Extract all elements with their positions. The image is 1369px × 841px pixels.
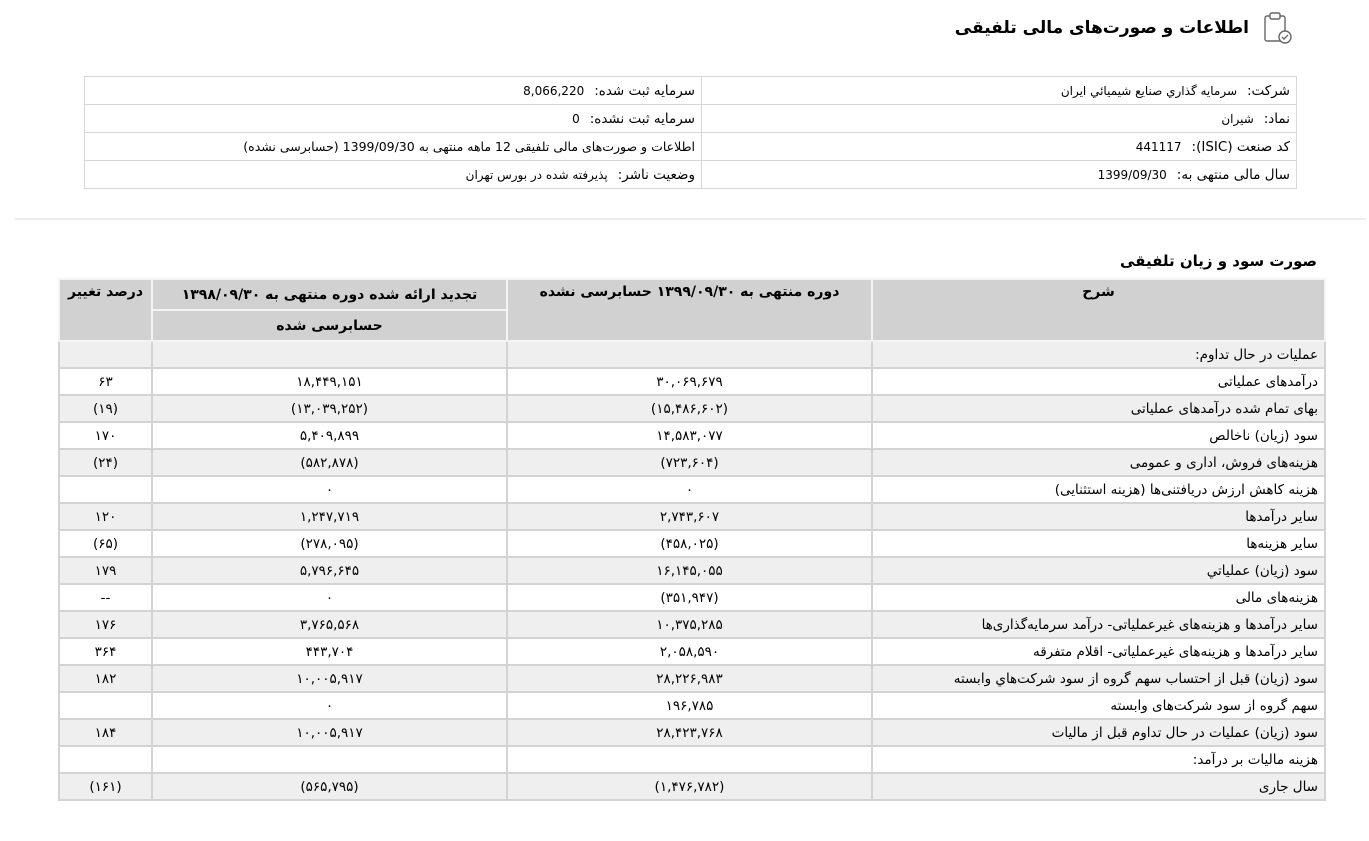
row-description: هزینه‌های مالی <box>872 584 1325 611</box>
row-description: سال جاری <box>872 773 1325 800</box>
row-description: سود (زیان) عملیات در حال تداوم قبل از مالیات <box>872 719 1325 746</box>
symbol-value: شیران <box>1221 111 1254 126</box>
row-current-value: ۲,۷۴۳,۶۰۷ <box>507 503 872 530</box>
row-current-value: (۳۵۱,۹۴۷) <box>507 584 872 611</box>
row-description: عملیات در حال تداوم: <box>872 341 1325 368</box>
row-prior-value: ۳,۷۶۵,۵۶۸ <box>152 611 507 638</box>
row-change-percent <box>59 476 152 503</box>
row-description: هزینه‌های فروش، اداری و عمومی <box>872 449 1325 476</box>
info-row <box>85 161 1297 189</box>
row-description: سایر درآمدها و هزینه‌های غیرعملیاتی- اقلام متفرقه <box>872 638 1325 665</box>
isic-label: کد صنعت (ISIC): <box>1191 138 1290 155</box>
isic-value: 441117 <box>1135 139 1182 154</box>
row-prior-value: (۵۸۲,۸۷۸) <box>152 449 507 476</box>
info-row <box>85 105 1297 133</box>
row-prior-value: ۱۰,۰۰۵,۹۱۷ <box>152 665 507 692</box>
header-prior-period: تجدید ارائه شده دوره منتهی به ۱۳۹۸/۰۹/۳۰ <box>152 279 507 310</box>
row-description: سایر درآمدها و هزینه‌های غیرعملیاتی- درآمد سرمایه‌گذاری‌ها <box>872 611 1325 638</box>
row-prior-value <box>152 746 507 773</box>
row-current-value: ۳۰,۰۶۹,۶۷۹ <box>507 368 872 395</box>
company-cell <box>702 77 1297 105</box>
table-row <box>59 503 1325 530</box>
table-row <box>59 422 1325 449</box>
isic-cell <box>702 133 1297 161</box>
company-info-table <box>84 76 1297 189</box>
row-prior-value: ۰ <box>152 584 507 611</box>
page-header <box>955 8 1293 48</box>
section-divider <box>15 218 1366 220</box>
info-row <box>85 133 1297 161</box>
row-current-value: ۰ <box>507 476 872 503</box>
row-current-value <box>507 341 872 368</box>
row-change-percent: ۳۶۴ <box>59 638 152 665</box>
row-change-percent: (۱۹) <box>59 395 152 422</box>
row-current-value: ۱۶,۱۴۵,۰۵۵ <box>507 557 872 584</box>
row-current-value: (۱۵,۴۸۶,۶۰۲) <box>507 395 872 422</box>
table-row <box>59 611 1325 638</box>
row-prior-value: (۱۳,۰۳۹,۲۵۲) <box>152 395 507 422</box>
table-row <box>59 584 1325 611</box>
table-row <box>59 773 1325 800</box>
row-prior-value <box>152 341 507 368</box>
table-row <box>59 368 1325 395</box>
row-current-value: ۱۹۶,۷۸۵ <box>507 692 872 719</box>
table-row <box>59 341 1325 368</box>
statement-title: صورت سود و زیان تلفیقی <box>1119 252 1317 270</box>
publisher-status-label: وضعیت ناشر: <box>617 166 695 183</box>
row-prior-value: ۵,۴۰۹,۸۹۹ <box>152 422 507 449</box>
row-current-value: ۲۸,۲۲۶,۹۸۳ <box>507 665 872 692</box>
row-current-value: (۱,۴۷۶,۷۸۲) <box>507 773 872 800</box>
table-row <box>59 746 1325 773</box>
row-description: هزینه مالیات بر درآمد: <box>872 746 1325 773</box>
table-row <box>59 692 1325 719</box>
fiscal-year-value: 1399/09/30 <box>1097 167 1167 182</box>
header-change-percent: درصد تغییر <box>59 279 152 341</box>
row-description: سود (زیان) عملیاتي <box>872 557 1325 584</box>
row-description: سود (زیان) قبل از احتساب سهم گروه از سود شرکت‌هاي وابسته <box>872 665 1325 692</box>
row-description: سهم گروه از سود شرکت‌های وابسته <box>872 692 1325 719</box>
row-current-value: ۲۸,۴۲۳,۷۶۸ <box>507 719 872 746</box>
row-prior-value: ۱۰,۰۰۵,۹۱۷ <box>152 719 507 746</box>
symbol-label: نماد: <box>1263 110 1290 127</box>
row-prior-value: ۰ <box>152 476 507 503</box>
row-prior-value: ۱,۲۴۷,۷۱۹ <box>152 503 507 530</box>
row-change-percent: ۱۷۰ <box>59 422 152 449</box>
info-row <box>85 77 1297 105</box>
table-row <box>59 665 1325 692</box>
row-description: بهای تمام شده درآمدهای عملیاتی <box>872 395 1325 422</box>
row-prior-value: ۰ <box>152 692 507 719</box>
header-current-period: دوره منتهی به ۱۳۹۹/۰۹/۳۰ حسابرسی نشده <box>507 279 872 341</box>
row-description: سایر درآمدها <box>872 503 1325 530</box>
publisher-status-cell <box>85 161 702 189</box>
header-prior-audited: حسابرسی شده <box>152 310 507 341</box>
row-current-value: ۱۰,۳۷۵,۲۸۵ <box>507 611 872 638</box>
row-change-percent: ۱۷۹ <box>59 557 152 584</box>
table-row <box>59 530 1325 557</box>
table-row <box>59 719 1325 746</box>
row-prior-value: (۲۷۸,۰۹۵) <box>152 530 507 557</box>
row-current-value: (۴۵۸,۰۲۵) <box>507 530 872 557</box>
header-row <box>59 279 1325 310</box>
row-description: درآمدهای عملیاتی <box>872 368 1325 395</box>
row-change-percent: (۱۶۱) <box>59 773 152 800</box>
row-description: سود (زیان) ناخالص <box>872 422 1325 449</box>
row-change-percent: ۱۲۰ <box>59 503 152 530</box>
row-change-percent <box>59 341 152 368</box>
clipboard-check-icon <box>1261 11 1293 45</box>
report-description: اطلاعات و صورت‌های مالی تلفیقی 12 ماهه منتهی به 1399/09/30 (حسابرسی نشده) <box>243 139 695 154</box>
row-prior-value: ۵,۷۹۶,۶۴۵ <box>152 557 507 584</box>
table-row <box>59 449 1325 476</box>
income-statement-table <box>58 278 1326 801</box>
table-row <box>59 395 1325 422</box>
unregistered-capital-value: 0 <box>572 111 580 126</box>
registered-capital-cell <box>85 77 702 105</box>
company-value: سرمایه گذاري صنايع شيميائي ايران <box>1060 83 1238 98</box>
row-prior-value: (۵۶۵,۷۹۵) <box>152 773 507 800</box>
row-change-percent: ۱۸۲ <box>59 665 152 692</box>
table-row <box>59 638 1325 665</box>
symbol-cell <box>702 105 1297 133</box>
row-change-percent <box>59 692 152 719</box>
table-row <box>59 476 1325 503</box>
unregistered-capital-cell <box>85 105 702 133</box>
report-description-cell <box>85 133 702 161</box>
row-change-percent <box>59 746 152 773</box>
row-description: سایر هزینه‌ها <box>872 530 1325 557</box>
fiscal-year-label: سال مالی منتهی به: <box>1176 166 1290 183</box>
header-description: شرح <box>872 279 1325 341</box>
row-current-value: (۷۲۳,۶۰۴) <box>507 449 872 476</box>
fiscal-year-cell <box>702 161 1297 189</box>
row-description: هزینه کاهش ارزش دریافتنی‌ها (هزینه استثنایی) <box>872 476 1325 503</box>
publisher-status-value: پذیرفته شده در بورس تهران <box>465 167 608 182</box>
row-change-percent: -- <box>59 584 152 611</box>
row-change-percent: ۶۳ <box>59 368 152 395</box>
registered-capital-value: 8,066,220 <box>523 83 585 98</box>
row-change-percent: (۲۴) <box>59 449 152 476</box>
unregistered-capital-label: سرمایه ثبت نشده: <box>589 110 695 127</box>
row-prior-value: ۴۴۳,۷۰۴ <box>152 638 507 665</box>
row-current-value <box>507 746 872 773</box>
row-change-percent: ۱۷۶ <box>59 611 152 638</box>
page-title: اطلاعات و صورت‌های مالی تلفیقی <box>954 18 1249 38</box>
row-change-percent: ۱۸۴ <box>59 719 152 746</box>
row-current-value: ۱۴,۵۸۳,۰۷۷ <box>507 422 872 449</box>
row-change-percent: (۶۵) <box>59 530 152 557</box>
table-row <box>59 557 1325 584</box>
row-current-value: ۲,۰۵۸,۵۹۰ <box>507 638 872 665</box>
registered-capital-label: سرمایه ثبت شده: <box>594 82 695 99</box>
company-label: شرکت: <box>1247 82 1290 99</box>
row-prior-value: ۱۸,۴۴۹,۱۵۱ <box>152 368 507 395</box>
